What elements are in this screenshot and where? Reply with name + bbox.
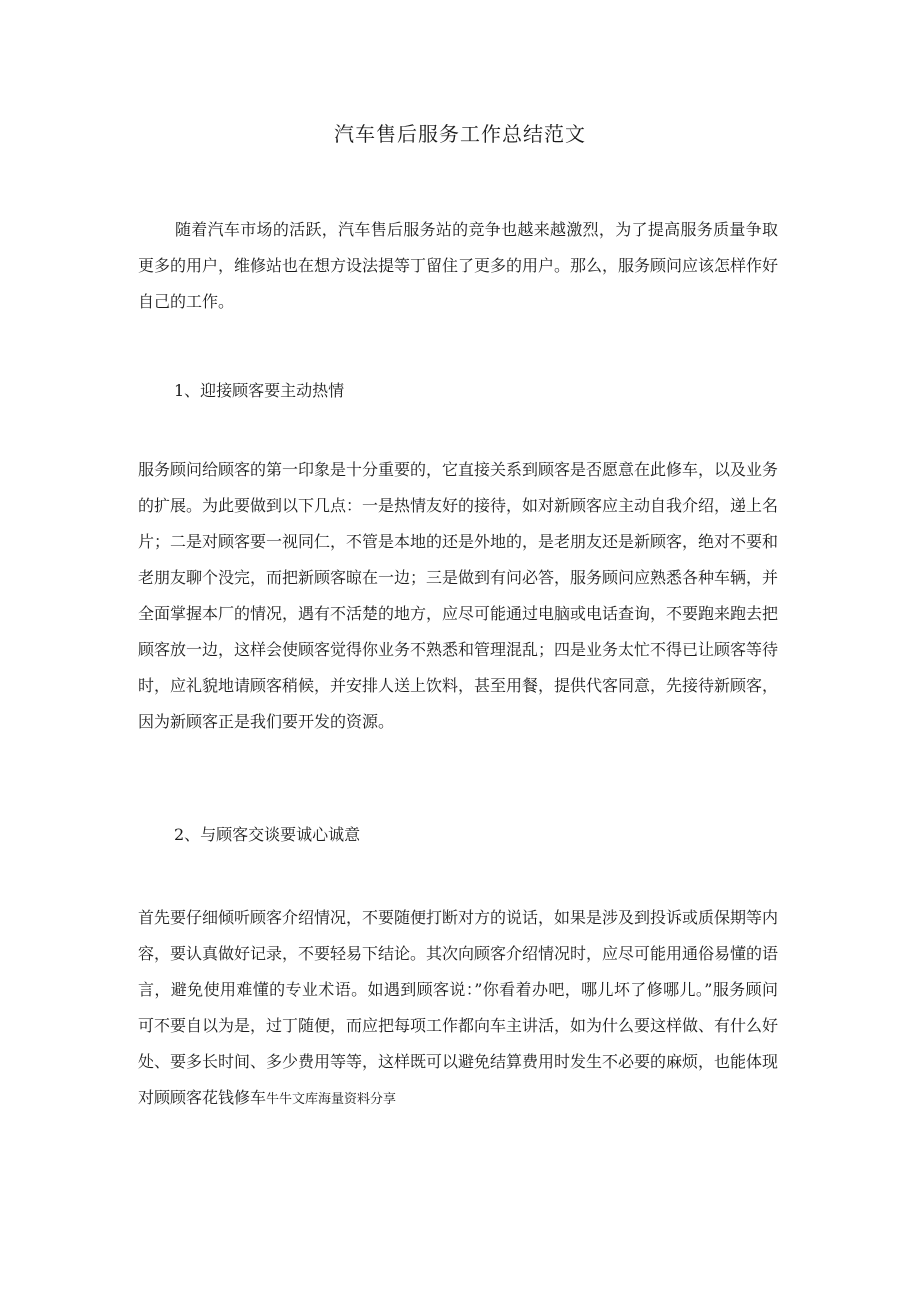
document-title: 汽车售后服务工作总结范文 [334,122,586,146]
footer-note: 牛牛文库海量资料分享 [266,1092,397,1107]
section-body-2-text: 首先要仔细倾听顾客介绍情况，不要随便打断对方的说话，如果是涉及到投诉或质保期等内容，要认真做好记录，不要轻易下结论。其次向顾客介绍情况时，应尽可能用通俗易懂的语言，避免使用难懂的专业术语。如遇到顾客说：”你看着办吧，哪儿坏了修哪儿。”服务顾问可不要自以为是，过丁随便，而应把每项工作都向车主讲活，如为什么要这样做、有什么好处、要多长时间、多少费用等等，这样既可以避免结算费用时发生不必要的麻烦，也能体现对顾顾客花钱修车 [138,908,779,1107]
section-heading-2: 2、与顾客交谈要诚心诚意 [174,825,361,844]
section-body-1: 服务顾问给顾客的第一印象是十分重要的，它直接关系到顾客是否愿意在此修车，以及业务的扩展。为此要做到以下几点：一是热情友好的接待，如对新顾客应主动自我介绍，递上名片；二是对顾客要一视同仁，不管是本地的还是外地的，是老朋友还是新顾客，绝对不要和老朋友聊个没完，而把新顾客晾在一边；三是做到有问必答，服务顾问应熟悉各种车辆，并全面掌握本厂的情况，遇有不活楚的地方，应尽可能通过电脑或电话查询，不要跑来跑去把顾客放一边，这样会使顾客觉得你业务不熟悉和管理混乱；四是业务太忙不得已让顾客等待时，应礼貌地请顾客稍候，并安排人送上饮料，甚至用餐，提供代客同意，先接待新顾客，因为新顾客正是我们要开发的资源。 [138,460,779,731]
intro-paragraph: 随着汽车市场的活跃，汽车售后服务站的竞争也越来越激烈，为了提高服务质量争取更多的用户，维修站也在想方设法提等丁留住了更多的用户。那么，服务顾问应该怎样作好自己的工作。 [138,220,779,311]
section-body-2 [138,900,778,1118]
section-heading-1: 1、迎接顾客要主动热情 [174,381,345,400]
